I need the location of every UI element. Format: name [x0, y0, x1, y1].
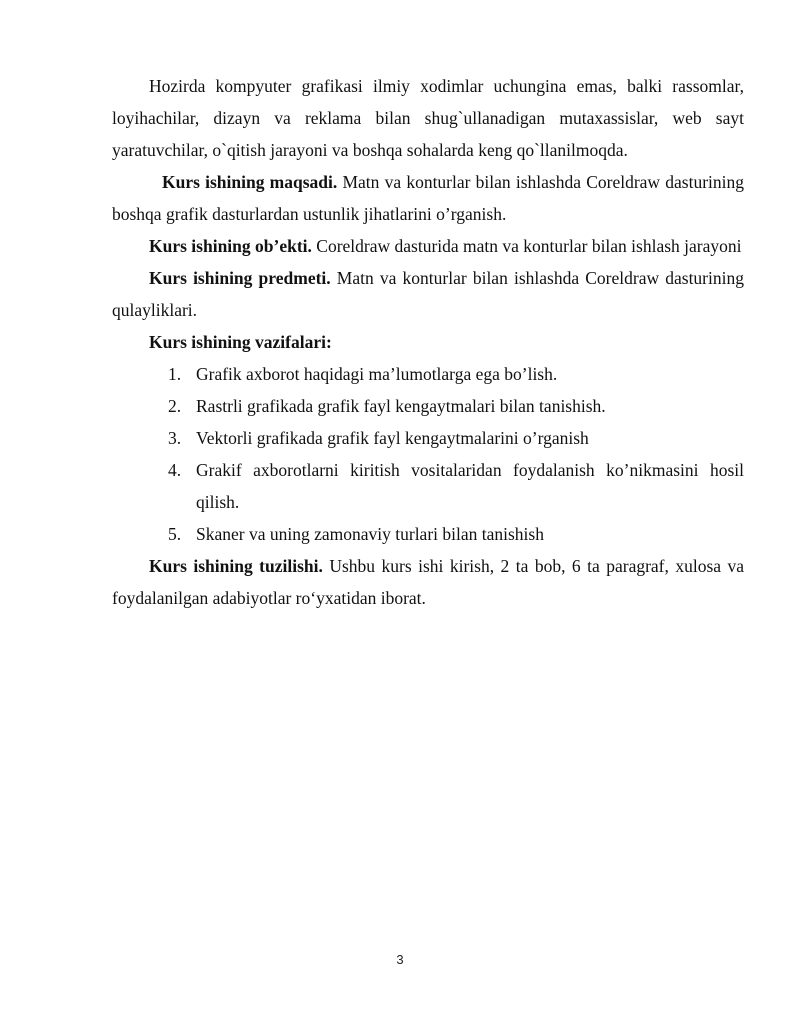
- structure-paragraph: [112, 550, 744, 614]
- list-item-number: 3.: [168, 428, 182, 448]
- list-item: [168, 454, 744, 518]
- list-item-text: Grafik axborot haqidagi ma’lumotlarga ega bo’lish.: [196, 364, 558, 384]
- list-item-number: 4.: [168, 460, 182, 480]
- list-item-text: Vektorli grafikada grafik fayl kengaytmalarini o’rganish: [196, 428, 589, 448]
- structure-label: Kurs ishining tuzilishi.: [149, 556, 323, 576]
- structure-text: Ushbu kurs ishi kirish, 2 ta bob, 6 ta paragraf, xulosa va foydalanilgan adabiyotlar ro‘yxatidan iborat.: [112, 556, 745, 608]
- list-item-text: Grakif axborotlarni kiritish vositalaridan foydalanish ko’nikmasini hosil qilish.: [196, 460, 744, 512]
- intro-paragraph: Hozirda kompyuter grafikasi ilmiy xodimlar uchungina emas, balki rassomlar, loyihachilar, dizayn va reklama bilan shug`ullanadigan mutaxassislar, web sayt yaratuvchilar, o`qitish jarayoni va boshqa sohalarda keng qo`llanilmoqda.: [112, 76, 744, 160]
- aim-paragraph: [112, 166, 744, 230]
- object-label: Kurs ishining ob’ekti.: [149, 236, 312, 256]
- page-number: 3: [396, 952, 404, 967]
- tasks-list: [112, 358, 744, 550]
- aim-label: Kurs ishining maqsadi.: [162, 172, 338, 192]
- subject-text: Matn va konturlar bilan ishlashda Coreldraw dasturining qulayliklari.: [112, 268, 744, 320]
- aim-text: Matn va konturlar bilan ishlashda Coreldraw dasturining boshqa grafik dasturlardan ustunlik jihatlarini o’rganish.: [112, 172, 744, 224]
- object-text: Coreldraw dasturida matn va konturlar bilan ishlash jarayoni: [311, 236, 742, 256]
- tasks-heading: Kurs ishining vazifalari:: [149, 332, 332, 352]
- subject-paragraph: [112, 262, 744, 326]
- list-item: [168, 518, 744, 550]
- document-body: [112, 70, 744, 614]
- list-item-text: Skaner va uning zamonaviy turlari bilan tanishish: [196, 524, 544, 544]
- list-item: [168, 358, 744, 390]
- list-item: [168, 390, 744, 422]
- object-paragraph: [112, 230, 744, 262]
- list-item-number: 2.: [168, 396, 182, 416]
- list-item: [168, 422, 744, 454]
- subject-label: Kurs ishining predmeti.: [149, 268, 331, 288]
- list-item-text: Rastrli grafikada grafik fayl kengaytmalari bilan tanishish.: [196, 396, 606, 416]
- list-item-number: 5.: [168, 524, 182, 544]
- list-item-number: 1.: [168, 364, 182, 384]
